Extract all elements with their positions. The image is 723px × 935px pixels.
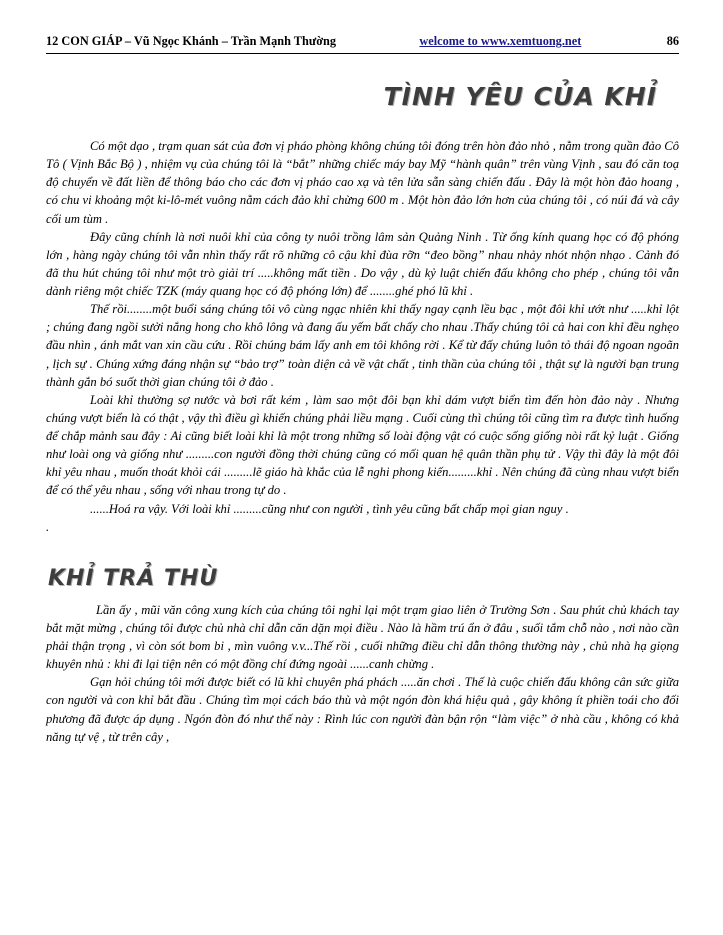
paragraph: ......Hoá ra vậy. Với loài khỉ .........cũng như con người , tình yêu cũng bất chấp mọi gian nguy . — [90, 501, 569, 516]
paragraph: Đây cũng chính là nơi nuôi khỉ của công ty nuôi trồng lâm sản Quảng Ninh . Từ ống kính quang học có độ phóng lớn , hàng ngày chúng tôi vẫn nhìn thấy rất rõ những cô cậu khỉ đùa rỡn “đeo bồng” nhau nhảy nhót nhộn nhạo . Cảnh đó đã thu hút chúng tôi như một trò giải trí .....không mất tiền . Do vậy , dù kỷ luật chiến đấu không cho phép , chúng tôi vẫn dành riêng một chiếc TZK (máy quang học có độ phóng lớn) để ........ghé phó lũ khỉ . — [46, 229, 679, 298]
paragraph: Thế rồi........một buổi sáng chúng tôi vô cùng ngạc nhiên khi thấy ngay cạnh lều bạc , một đôi khỉ ướt như .....khỉ lột ; chúng đang ngồi sưởi nắng hong cho khô lông và đang ấu yếm bất chấy cho nhau .Thấy chúng tôi cả hai con khỉ đều nghẹo đầu nhìn , ánh mắt van xin cầu cứu . Rồi chúng bám lấy anh em tôi không rời . Kể từ đấy chúng luôn tỏ thái độ ngoan ngoãn , lịch sự . Chúng xứng đáng nhận sự “bảo trợ” toàn diện cả về vật chất , tinh thần của chúng tôi , thật sự là người bạn trung thành gắn bó suốt thời gian chúng tôi ở đảo . — [46, 302, 679, 389]
section-one-body — [46, 137, 679, 536]
section-two-body — [46, 601, 679, 746]
page-title: TÌNH YÊU CỦA KHỈ — [383, 82, 657, 111]
section-title: KHỈ TRẢ THÙ — [48, 565, 219, 591]
paragraph: Loài khỉ thường sợ nước và bơi rất kém , làm sao một đôi bạn khỉ dám vượt biển tìm đến hòn đảo này . Nhưng chúng vượt biển là có thật , vậy thì điều gì khiến chúng phải liều mạng . Cuối cùng thì chúng tôi cũng tìm ra được tình huống để chắp mảnh sau đây : Ai cũng biết loài khỉ là một trong những số loài động vật có cuộc sống giống nòi rất kỷ luật . Giống như loài ong và giống như .........con người đồng thời chúng cũng có mối quan hệ quân thần phụ tử . Vậy thì đây là một đôi khỉ yêu nhau , muốn thoát khỏi cái .........lẽ giáo hà khắc của lễ nghi phong kiến.........khỉ . Nên chúng đã cùng nhau vượt biển để có thể yêu nhau , sống với nhau trong tự do . — [46, 392, 679, 498]
header-divider — [46, 53, 679, 54]
paragraph: Lần ấy , mũi văn công xung kích của chúng tôi nghỉ lại một trạm giao liên ở Trường Sơn . Sau phút chủ khách tay bắt mặt mừng , chúng tôi được chủ nhà chỉ dẫn căn dặn mọi điều . Nào là hầm trú ẩn ở đâu , suối tắm chỗ nào , nơi nào cần phải thận trọng , vì còn sót bom bi , mìn vuông v.v...Thế rồi , cuối những điều chỉ dẫn thông thường này , chủ nhà hạ giọng khuyên nhủ : khi đi lại tiện nên có một đồng chí đứng ngoài ......canh chừng . — [46, 602, 679, 672]
header-website-link[interactable]: welcome to www.xemtuong.net — [419, 34, 582, 48]
paragraph: Có một dạo , trạm quan sát của đơn vị pháo phòng không chúng tôi đóng trên hòn đảo nhỏ , nằm trong quần đảo Cô Tô ( Vịnh Bắc Bộ ) , nhiệm vụ của chúng tôi là “bắt” những chiếc máy bay Mỹ “hành quân” trên vùng Vịnh , sau đó căn toạ độ chuyển về đất liền để thông báo cho các đơn vị pháo cao xạ và tên lửa sẵn sàng chiến đấu . Đây là một hòn đảo hoang , có chu vi khoảng một ki-lô-mét vuông nằm cách đảo khỉ chừng 600 m . Một hòn đảo lớn hơn của chúng tôi , có núi đá và cây cối um tùm . — [46, 139, 679, 226]
page-header — [46, 34, 679, 49]
page-number: 86 — [666, 34, 679, 48]
header-book-title: 12 CON GIÁP – Vũ Ngọc Khánh – Trần Mạnh Thường — [46, 34, 337, 48]
paragraph: Gạn hỏi chúng tôi mới được biết có lũ khỉ chuyên phá phách .....ăn chơi . Thế là cuộc chiến đấu không cân sức giữa con người và con khỉ bắt đầu . Chúng tìm mọi cách báo thù và một ngón đòn khá hiệu quả , gây không ít phiền toái cho đối phương đã được áp dụng . Ngón đòn đó như thế này : Rình lúc con người đàn bận rộn “làm việc” ở nhà cầu , không có khả năng tự vệ , từ trên cây , — [46, 675, 679, 744]
paragraph: . — [46, 519, 50, 534]
